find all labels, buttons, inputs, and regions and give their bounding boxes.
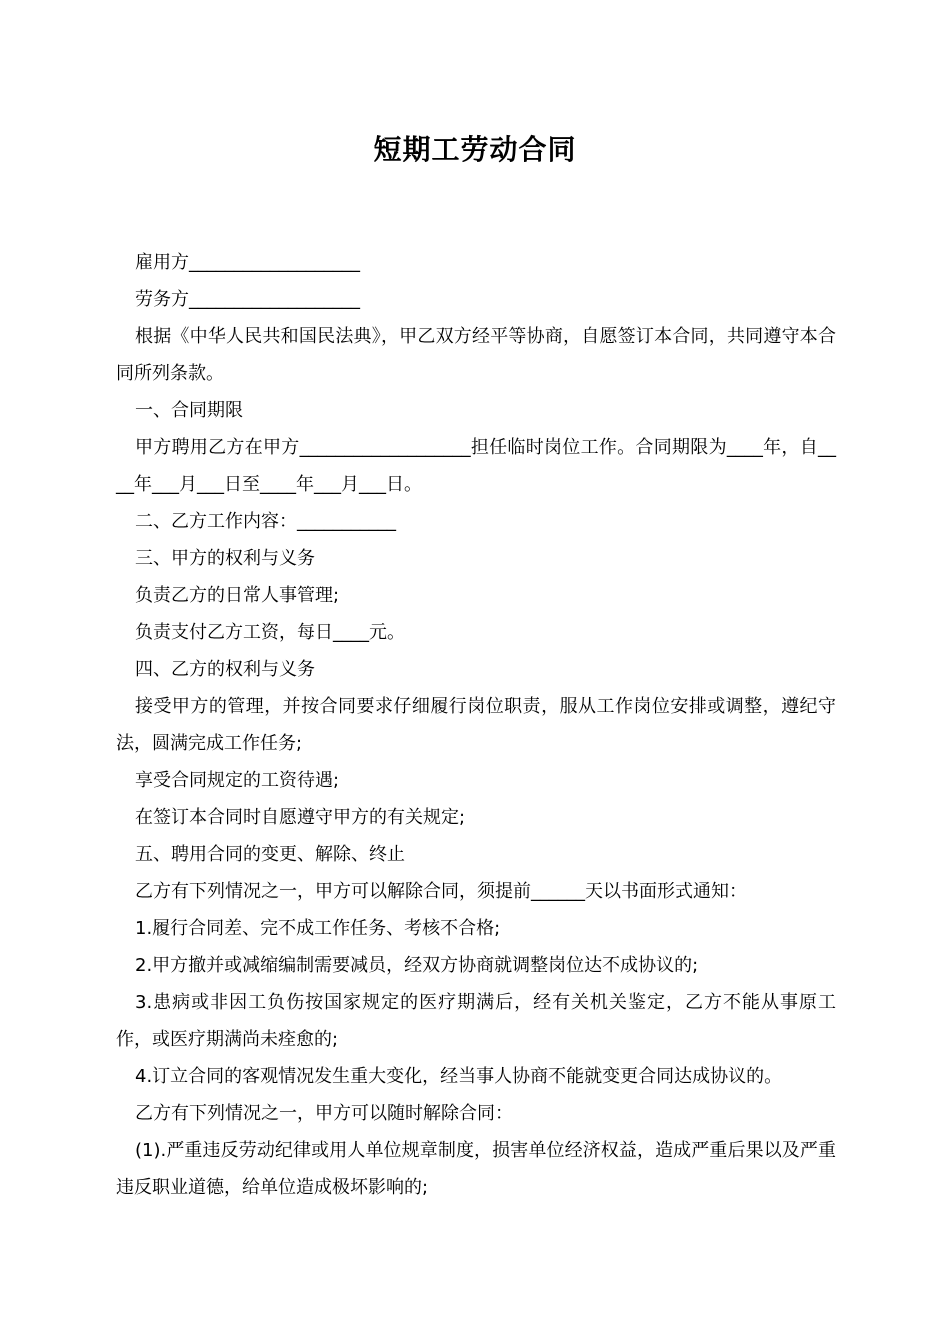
section-heading-term: 一、合同期限: [135, 400, 243, 421]
document-body: [116, 244, 836, 1206]
list-item-termination-2: 2.甲方撤并或减缩编制需要减员，经双方协商就调整岗位达不成协议的;: [135, 955, 699, 976]
paragraph-term: 甲方聘用乙方在甲方___________________担任临时岗位工作。合同期限为____年，自____年___月___日至____年___月___日。: [116, 437, 836, 495]
list-item-immediate-1: (1).严重违反劳动纪律或用人单位规章制度，损害单位经济权益，造成严重后果以及严重违反职业道德，给单位造成极坏影响的;: [116, 1140, 836, 1198]
list-item-termination-4: 4.订立合同的客观情况发生重大变化，经当事人协商不能就变更合同达成协议的。: [135, 1066, 783, 1087]
list-item-termination-1: 1.履行合同差、完不成工作任务、考核不合格;: [135, 918, 501, 939]
paragraph-immediate-termination: 乙方有下列情况之一，甲方可以随时解除合同：: [135, 1103, 513, 1124]
paragraph-party-b-duty-1: 接受甲方的管理，并按合同要求仔细履行岗位职责，服从工作岗位安排或调整，遵纪守法，圆满完成工作任务;: [116, 696, 836, 754]
paragraph-party-a-duty-1: 负责乙方的日常人事管理;: [135, 585, 340, 606]
paragraph-party-a-duty-2: 负责支付乙方工资，每日____元。: [135, 622, 405, 643]
document-title: 短期工劳动合同: [373, 133, 577, 166]
list-item-termination-3: 3.患病或非因工负伤按国家规定的医疗期满后，经有关机关鉴定，乙方不能从事原工作，或医疗期满尚未痊愈的;: [116, 992, 836, 1050]
paragraph-party-b-duty-2: 享受合同规定的工资待遇;: [135, 770, 340, 791]
section-heading-party-a: 三、甲方的权利与义务: [135, 548, 315, 569]
section-heading-party-b: 四、乙方的权利与义务: [135, 659, 315, 680]
paragraph-preamble: 根据《中华人民共和国民法典》，甲乙双方经平等协商，自愿签订本合同，共同遵守本合同所列条款。: [116, 326, 836, 384]
paragraph-termination-notice: 乙方有下列情况之一，甲方可以解除合同，须提前______天以书面形式通知：: [135, 881, 747, 902]
paragraph-employer: 雇用方___________________: [135, 252, 360, 273]
section-heading-termination: 五、聘用合同的变更、解除、终止: [135, 844, 405, 865]
paragraph-laborer: 劳务方___________________: [135, 289, 360, 310]
section-heading-work-content: 二、乙方工作内容：___________: [135, 511, 396, 532]
paragraph-party-b-duty-3: 在签订本合同时自愿遵守甲方的有关规定;: [135, 807, 466, 828]
